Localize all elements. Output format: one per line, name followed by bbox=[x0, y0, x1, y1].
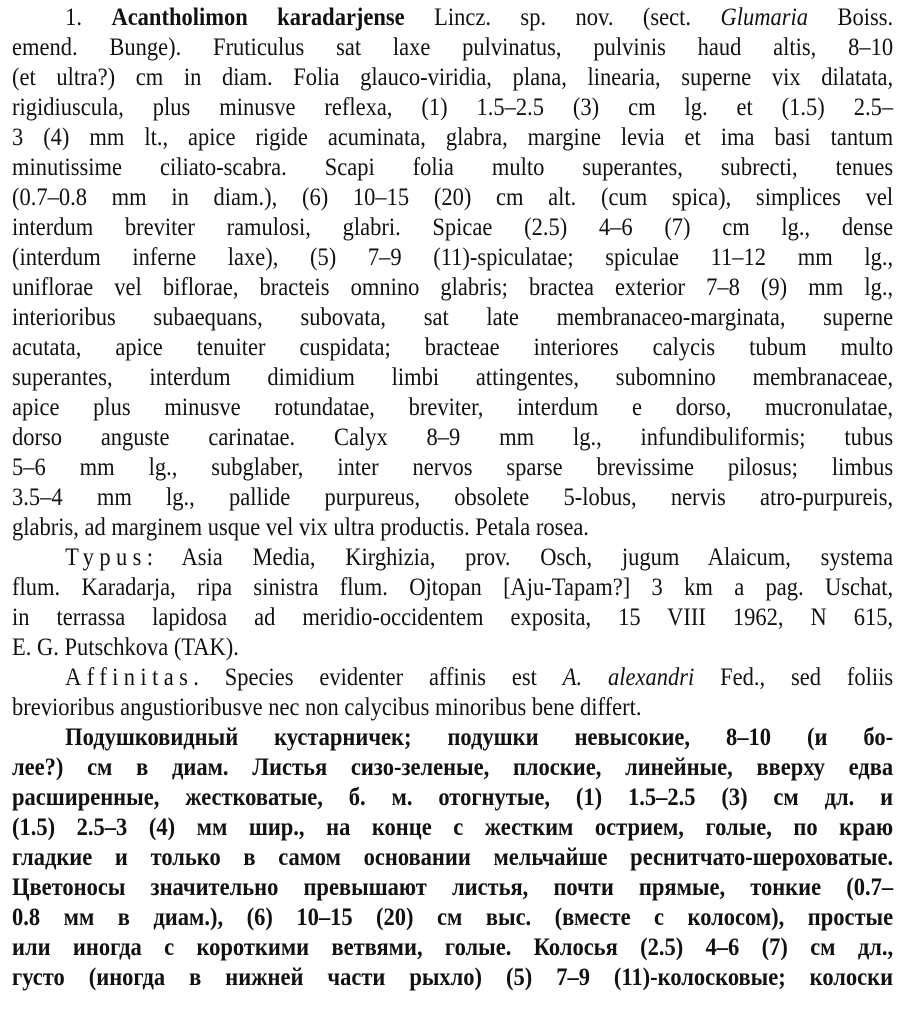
text-segment: (1.5) 2.5–3 (4) мм шир., на конце с жестким острием, голые, по краю bbox=[12, 814, 894, 841]
text-segment: apice plus minusve rotundatae, breviter, interdum e dorso, mucronulatae, bbox=[12, 394, 894, 421]
species-name: Acantholimon karadarjense bbox=[111, 4, 405, 31]
text-line bbox=[12, 633, 893, 663]
text-segment: : Asia Media, Kirghizia, prov. Osch, jugum Alaicum, systema bbox=[146, 544, 894, 571]
text-segment: Цветоносы значительно превышают листья, почти прямые, тонкие (0.7– bbox=[12, 874, 894, 901]
text-segment: лее?) см в диам. Листья сизо-зеленые, плоские, линейные, вверху едва bbox=[12, 754, 894, 781]
section-label: Affinitas bbox=[65, 664, 194, 691]
text-segment: flum. Karadarja, ripa sinistra flum. Ojtopan [Aju-Tapam?] 3 km a pag. Uschat, bbox=[12, 574, 894, 601]
text-segment: minutissime ciliato-scabra. Scapi folia multo superantes, subrecti, tenues bbox=[12, 154, 894, 181]
paragraph-typus bbox=[12, 543, 893, 663]
text-line bbox=[12, 393, 893, 423]
text-segment: 1. bbox=[65, 4, 112, 31]
text-line bbox=[12, 543, 893, 573]
text-segment: interdum breviter ramulosi, glabri. Spicae (2.5) 4–6 (7) cm lg., dense bbox=[12, 214, 894, 241]
text-line bbox=[12, 453, 893, 483]
text-segment: E. G. Putschkova (TAK). bbox=[12, 634, 239, 661]
text-line bbox=[12, 813, 893, 843]
text-line bbox=[12, 63, 893, 93]
document-page bbox=[12, 3, 893, 993]
text-line bbox=[12, 213, 893, 243]
text-line bbox=[12, 423, 893, 453]
text-line bbox=[12, 333, 893, 363]
text-line bbox=[12, 483, 893, 513]
text-segment: густо (иногда в нижней части рыхло) (5) 7–9 (11)-колосковые; колоски bbox=[12, 964, 894, 991]
text-line bbox=[12, 753, 893, 783]
text-line bbox=[12, 903, 893, 933]
text-segment: dorso anguste carinatae. Calyx 8–9 mm lg., infundibuliformis; tubus bbox=[12, 424, 894, 451]
text-line bbox=[12, 963, 893, 993]
text-line bbox=[12, 933, 893, 963]
text-segment: Boiss. bbox=[807, 4, 894, 31]
text-segment: 3 (4) mm lt., apice rigide acuminata, glabra, margine levia et ima basi tantum bbox=[12, 124, 894, 151]
paragraph-affinitas bbox=[12, 663, 893, 723]
text-segment: 0.8 мм в диам.), (6) 10–15 (20) см выс. (вместе с колосом), простые bbox=[12, 904, 894, 931]
text-line bbox=[12, 93, 893, 123]
text-line bbox=[12, 843, 893, 873]
text-line bbox=[12, 3, 893, 33]
text-line bbox=[12, 363, 893, 393]
text-line bbox=[12, 273, 893, 303]
text-segment: uniflorae vel biflorae, bracteis omnino glabris; bractea exterior 7–8 (9) mm lg., bbox=[12, 274, 894, 301]
text-segment: in terrassa lapidosa ad meridio-occidentem exposita, 15 VIII 1962, N 615, bbox=[12, 604, 894, 631]
text-segment: interioribus subaequans, subovata, sat late membranaceo-marginata, superne bbox=[12, 304, 894, 331]
text-segment: Lincz. sp. nov. (sect. bbox=[404, 4, 721, 31]
text-segment: (et ultra?) cm in diam. Folia glauco-viridia, plana, linearia, superne vix dilatata, bbox=[12, 64, 894, 91]
text-segment: brevioribus angustioribusve nec non calycibus minoribus bene differt. bbox=[12, 694, 642, 721]
text-line bbox=[12, 123, 893, 153]
text-segment: superantes, interdum dimidium limbi attingentes, subomnino membranaceae, bbox=[12, 364, 894, 391]
text-line bbox=[12, 693, 893, 723]
text-segment: rigidiuscula, plus minusve reflexa, (1) 1.5–2.5 (3) cm lg. et (1.5) 2.5– bbox=[12, 94, 894, 121]
italic-taxon: A. alexandri bbox=[562, 664, 695, 691]
text-line bbox=[12, 183, 893, 213]
text-line bbox=[12, 513, 893, 543]
text-line bbox=[12, 873, 893, 903]
text-segment: гладкие и только в самом основании мельчайше реснитчато-шероховатые. bbox=[12, 844, 894, 871]
text-segment: (interdum inferne laxe), (5) 7–9 (11)-spiculatae; spiculae 11–12 mm lg., bbox=[12, 244, 894, 271]
text-segment: Подушковидный кустарничек; подушки невысокие, 8–10 (и бо- bbox=[65, 724, 894, 751]
text-line bbox=[12, 603, 893, 633]
text-line bbox=[12, 243, 893, 273]
text-segment: acutata, apice tenuiter cuspidata; bracteae interiores calycis tubum multo bbox=[12, 334, 894, 361]
text-segment: . Species evidenter affinis est bbox=[193, 664, 563, 691]
text-segment: glabris, ad marginem usque vel vix ultra productis. Petala rosea. bbox=[12, 514, 589, 541]
text-line bbox=[12, 783, 893, 813]
italic-taxon: Glumaria bbox=[720, 4, 808, 31]
text-line bbox=[12, 723, 893, 753]
text-segment: расширенные, жестковатые, б. м. отогнутые, (1) 1.5–2.5 (3) см дл. и bbox=[12, 784, 894, 811]
text-line bbox=[12, 33, 893, 63]
text-segment: (0.7–0.8 mm in diam.), (6) 10–15 (20) cm alt. (cum spica), simplices vel bbox=[12, 184, 894, 211]
section-label: Typus bbox=[65, 544, 147, 571]
text-segment: или иногда с короткими ветвями, голые. Колосья (2.5) 4–6 (7) см дл., bbox=[12, 934, 894, 961]
paragraph-species-description bbox=[12, 3, 893, 543]
paragraph-russian-description bbox=[12, 723, 893, 993]
text-segment: 5–6 mm lg., subglaber, inter nervos sparse brevissime pilosus; limbus bbox=[12, 454, 894, 481]
text-segment: 3.5–4 mm lg., pallide purpureus, obsolete 5-lobus, nervis atro-purpureis, bbox=[12, 484, 894, 511]
text-line bbox=[12, 573, 893, 603]
text-line bbox=[12, 303, 893, 333]
text-line bbox=[12, 153, 893, 183]
text-line bbox=[12, 663, 893, 693]
text-segment: emend. Bunge). Fruticulus sat laxe pulvinatus, pulvinis haud altis, 8–10 bbox=[12, 34, 894, 61]
text-segment: Fed., sed foliis bbox=[694, 664, 894, 691]
